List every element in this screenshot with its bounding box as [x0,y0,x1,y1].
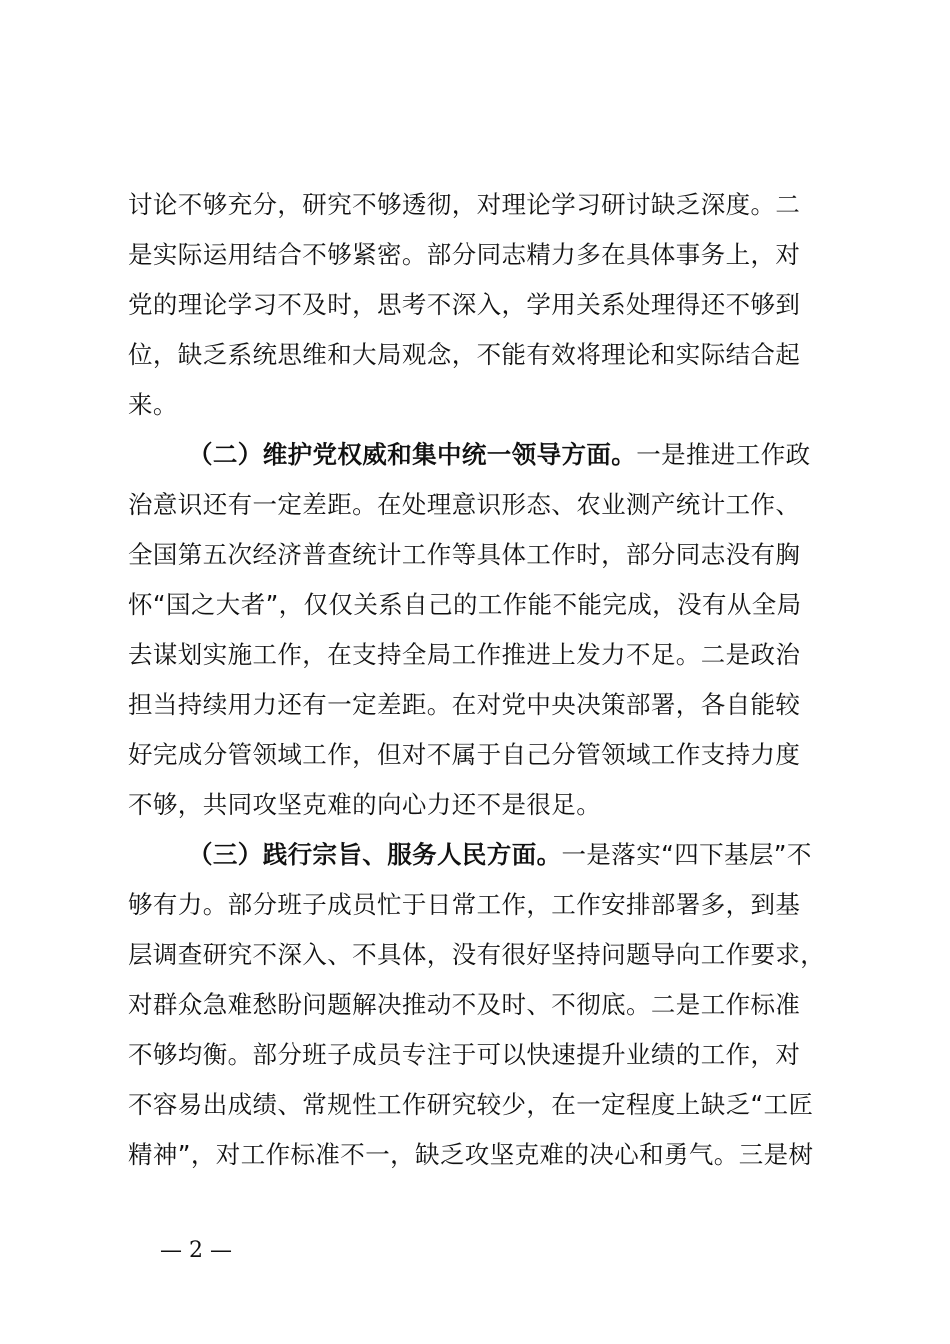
paragraph-line: 够有力。部分班子成员忙于日常工作，工作安排部署多，到基 [128,890,801,919]
paragraph-line: 位，缺乏系统思维和大局观念，不能有效将理论和实际结合起 [128,340,801,369]
paragraph-line: 不够均衡。部分班子成员专注于可以快速提升业绩的工作，对 [128,1040,801,1069]
paragraph-line: 精神”，对工作标准不一，缺乏攻坚克难的决心和勇气。三是树 [128,1140,814,1169]
paragraph-line: 层调查研究不深入、不具体，没有很好坚持问题导向工作要求， [128,940,826,969]
paragraph-line: 对群众急难愁盼问题解决推动不及时、不彻底。二是工作标准 [128,990,801,1019]
paragraph-text: 一是推进工作政 [636,440,811,469]
paragraph-line: 不够，共同攻坚克难的向心力还不是很足。 [128,790,602,819]
paragraph-line: 是实际运用结合不够紧密。部分同志精力多在具体事务上，对 [128,240,801,269]
section-3-first-line [188,830,888,880]
paragraph-line: 党的理论学习不及时，思考不深入，学用关系处理得还不够到 [128,290,801,319]
paragraph-line: 去谋划实施工作，在支持全局工作推进上发力不足。二是政治 [128,640,801,669]
page-number: — 2 — [160,1238,232,1263]
section-2-first-line [188,430,888,480]
paragraph-text: 一是落实“四下基层”不 [561,840,812,869]
section-heading: （三）践行宗旨、服务人民方面。 [188,840,562,869]
section-heading: （二）维护党权威和集中统一领导方面。 [188,440,637,469]
paragraph-line: 担当持续用力还有一定差距。在对党中央决策部署，各自能较 [128,690,801,719]
paragraph-line: 不容易出成绩、常规性工作研究较少，在一定程度上缺乏“工匠 [128,1090,814,1119]
paragraph-line: 来。 [128,390,178,419]
paragraph-line: 怀“国之大者”，仅仅关系自己的工作能不能完成，没有从全局 [128,590,802,619]
paragraph-line: 治意识还有一定差距。在处理意识形态、农业测产统计工作、 [128,490,801,519]
paragraph-line: 全国第五次经济普查统计工作等具体工作时，部分同志没有胸 [128,540,801,569]
paragraph-line: 好完成分管领域工作，但对不属于自己分管领域工作支持力度 [128,740,801,769]
paragraph-line: 讨论不够充分，研究不够透彻，对理论学习研讨缺乏深度。二 [128,190,801,219]
